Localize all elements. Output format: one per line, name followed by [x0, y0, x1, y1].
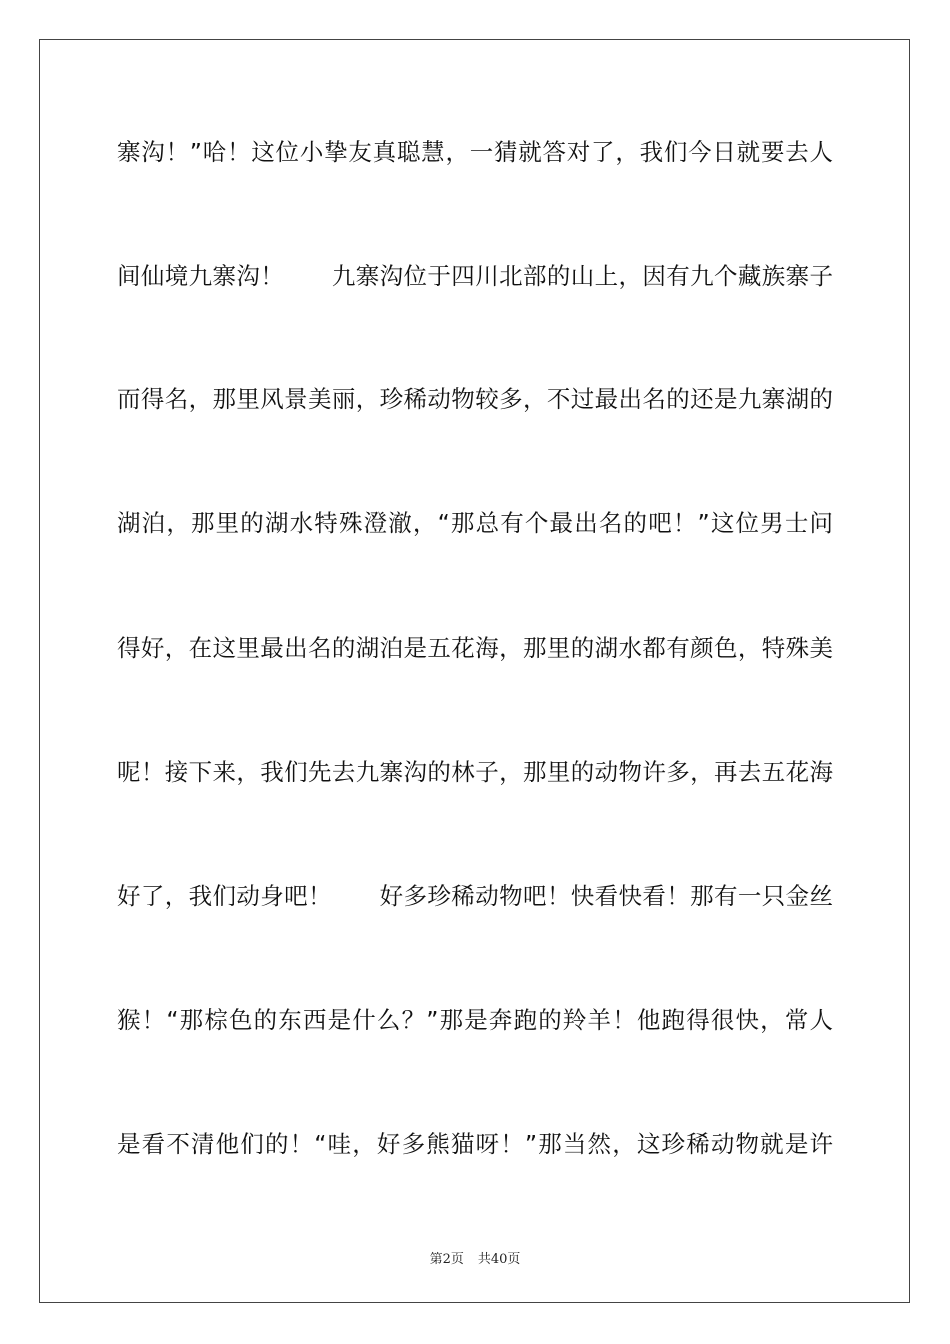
text-line: 猴！“那棕色的东西是什么？”那是奔跑的羚羊！他跑得很快，常人	[117, 1006, 833, 1034]
page-footer	[0, 1248, 950, 1267]
text-line: 而得名，那里风景美丽，珍稀动物较多，不过最出名的还是九寨湖的	[117, 385, 833, 413]
text-line: 得好，在这里最出名的湖泊是五花海，那里的湖水都有颜色，特殊美	[117, 634, 833, 662]
page-total: 共40页	[477, 1252, 521, 1267]
page-border	[39, 39, 910, 1303]
text-line: 间仙境九寨沟！ 九寨沟位于四川北部的山上，因有九个藏族寨子	[117, 262, 833, 290]
text-line: 好了，我们动身吧！ 好多珍稀动物吧！快看快看！那有一只金丝	[117, 882, 833, 910]
text-line: 寨沟！”哈！这位小挚友真聪慧，一猜就答对了，我们今日就要去人	[117, 138, 833, 166]
text-line: 湖泊，那里的湖水特殊澄澈，“那总有个最出名的吧！”这位男士问	[117, 509, 833, 537]
page-number: 第2页	[429, 1252, 464, 1267]
text-line: 是看不清他们的！“哇，好多熊猫呀！”那当然，这珍稀动物就是许	[117, 1130, 833, 1158]
text-line: 呢！接下来，我们先去九寨沟的林子，那里的动物许多，再去五花海	[117, 758, 833, 786]
